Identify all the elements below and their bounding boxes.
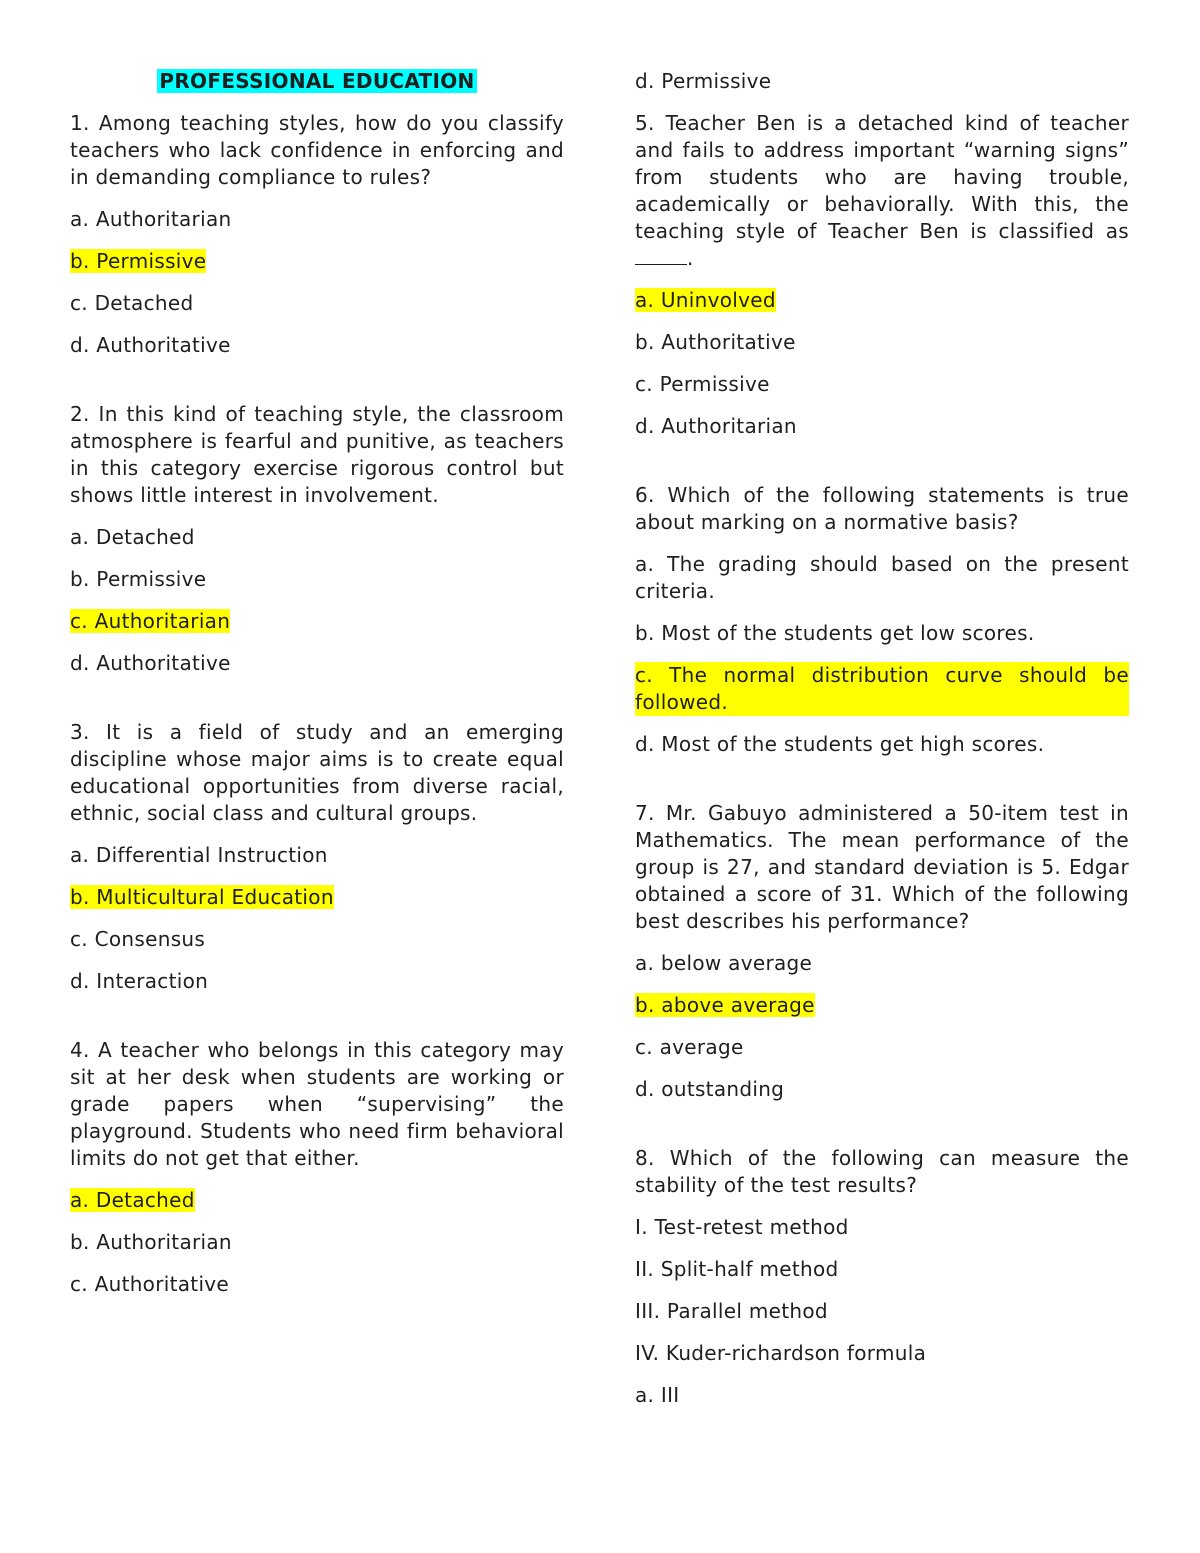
question-7: 7. Mr. Gabuyo administered a 50-item test in Mathematics. The mean performance of the group is 27, and standard deviation is 5. Edgar obtained a score of 31. Which of the following best describes his performance? [635, 801, 1129, 933]
q6-option-c: c. The normal distribution curve should be followed. [635, 663, 1129, 714]
question-4: 4. A teacher who belongs in this category may sit at her desk when students are working or grade papers when “supervising” the playground. Students who need firm behavioral limits do not get that either. [70, 1038, 564, 1170]
q1-option-b [70, 248, 564, 275]
q1-answer-highlight: b. Permissive [70, 249, 207, 273]
q7-option-a: a. below average [635, 951, 813, 975]
q2-option-c [70, 608, 564, 635]
q4-answer-highlight: a. Detached [70, 1188, 195, 1212]
question-5-end: . [687, 246, 694, 270]
question-5-text: 5. Teacher Ben is a detached kind of teacher and fails to address important “warning signs” from students who are having trouble, academically or behaviorally. With this, the teaching style of Teacher Ben is classified as [635, 111, 1129, 243]
q2-option-a: a. Detached [70, 525, 195, 549]
answer-blank [635, 248, 687, 265]
q3-option-a: a. Differential Instruction [70, 843, 328, 867]
question-8: 8. Which of the following can measure the stability of the test results? [635, 1146, 1129, 1197]
q8-option-a: a. III [635, 1383, 680, 1407]
q2-option-b: b. Permissive [70, 567, 207, 591]
q8-item-2: II. Split-half method [635, 1257, 839, 1281]
q4-option-b: b. Authoritarian [70, 1230, 232, 1254]
q4-option-a [70, 1187, 564, 1214]
q8-item-4: IV. Kuder-richardson formula [635, 1341, 927, 1365]
q3-option-b [70, 884, 564, 911]
q4-option-d: d. Permissive [635, 69, 772, 93]
question-5 [635, 110, 1129, 272]
q1-option-a: a. Authoritarian [70, 207, 232, 231]
right-column [635, 68, 1129, 1424]
q5-answer-highlight: a. Uninvolved [635, 288, 776, 312]
page-title [70, 68, 564, 95]
question-3: 3. It is a field of study and an emerging discipline whose major aims is to create equal educational opportunities from diverse racial, ethnic, social class and cultural groups. [70, 720, 564, 825]
q6-option-a: a. The grading should based on the present criteria. [635, 552, 1129, 603]
q2-option-d: d. Authoritative [70, 651, 231, 675]
q7-option-b [635, 992, 1129, 1019]
q8-item-3: III. Parallel method [635, 1299, 828, 1323]
left-column [70, 68, 564, 1313]
page-title-text: PROFESSIONAL EDUCATION [159, 69, 475, 93]
q2-answer-highlight: c. Authoritarian [70, 609, 231, 633]
q5-option-d: d. Authoritarian [635, 414, 797, 438]
q5-option-b: b. Authoritative [635, 330, 796, 354]
question-2: 2. In this kind of teaching style, the classroom atmosphere is fearful and punitive, as teachers in this category exercise rigorous control but shows little interest in involvement. [70, 402, 564, 507]
q3-answer-highlight: b. Multicultural Education [70, 885, 334, 909]
q4-option-c: c. Authoritative [70, 1272, 230, 1296]
q1-option-d: d. Authoritative [70, 333, 231, 357]
q6-option-b: b. Most of the students get low scores. [635, 621, 1035, 645]
q7-answer-highlight: b. above average [635, 993, 815, 1017]
question-6: 6. Which of the following statements is true about marking on a normative basis? [635, 483, 1129, 534]
q1-option-c: c. Detached [70, 291, 194, 315]
q6-option-d: d. Most of the students get high scores. [635, 732, 1045, 756]
q3-option-d: d. Interaction [70, 969, 209, 993]
q5-option-c: c. Permissive [635, 372, 770, 396]
q5-option-a [635, 287, 1129, 314]
q7-option-d: d. outstanding [635, 1077, 785, 1101]
question-1: 1. Among teaching styles, how do you classify teachers who lack confidence in enforcing and in demanding compliance to rules? [70, 111, 564, 189]
q3-option-c: c. Consensus [70, 927, 206, 951]
q8-item-1: I. Test-retest method [635, 1215, 849, 1239]
q7-option-c: c. average [635, 1035, 744, 1059]
